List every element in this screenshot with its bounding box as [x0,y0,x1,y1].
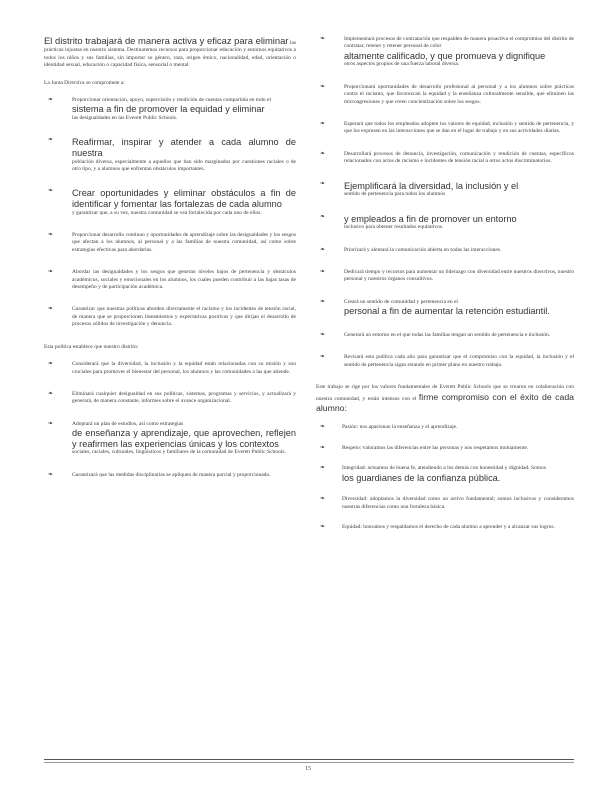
list-item-emphasis: y empleados a fin de promover un entorno [344,213,517,224]
list-item-text: Abordar las desigualdades y los sesgos que generan niveles bajos de pertenencia y obstáculos académicos, sociales y emocionales en los alumnos, los cuales pueden contribuir a las bajas tasas de desempeño y de participación académica. [72,269,296,291]
list-item-emphasis: personal a fin de aumentar la retención estudiantil. [344,306,550,317]
bullet-glyph: ❧ [320,444,326,451]
district-commitment-item [44,361,296,376]
list-item-text-continued: otros aspectos propios de una fuerza laboral diversa. [344,61,460,68]
bullet-glyph: ❧ [48,97,54,104]
values-list [316,424,574,531]
bullet-glyph: ❧ [48,137,54,144]
list-item-text: Pasión: nos apasionan la enseñanza y el aprendizaje. [342,424,458,431]
bullet-glyph: ❧ [48,361,54,368]
core-value-item [316,445,574,452]
list-item-text: Diversidad: adoptamos la diversidad como un activo fundamental; somos inclusivos y consideramos nuestras diferencias como una fortaleza básica. [342,496,574,510]
bullet-glyph: ❧ [320,36,326,42]
bullet-glyph: ❧ [48,188,54,195]
bullet-glyph: ❧ [320,150,326,157]
bullet-glyph: ❧ [320,465,326,472]
bullet-glyph: ❧ [48,306,54,313]
list-item-emphasis: de enseñanza y aprendizaje, que aprovechen, reflejen y reafirmen las experiencias únicas y los contextos [72,428,296,449]
list-item-emphasis: los guardianes de la confianza pública. [342,472,501,483]
list-item-text: Proporcionar desarrollo continuo y oportunidades de aprendizaje sobre las desigualdades y los sesgos que afectan a los alumnos, al personal y a las familias de nuestra comunidad, así como sobre estrategias efectivas para abordarlas. [72,232,296,253]
district-commitment-item [44,472,296,479]
list-item-text-continued: inclusivo para obtener resultados equitativos. [344,224,444,231]
district-commitment-item [316,121,574,136]
list-item-text: Garantizar que nuestras políticas aborden directamente el racismo y los incidentes de tensión racial, de manera que se proporcionen lineamientos y expectativas positivas y que dirijan el desarrollo de procesos sólidos de investigación y denuncia. [72,306,296,328]
bullet-glyph: ❧ [320,213,326,220]
list-item-text: Priorizará y alentará la comunicación abierta en todas las interacciones. [344,246,502,253]
list-item-text-continued: sentido de pertenencia para todos los alumnos [344,191,446,198]
district-commitment-item [316,151,574,166]
list-item-text-continued: sociales, raciales, culturales, lingüísticos y familiares de la comunidad de Everett Public Schools. [72,449,286,456]
bullet-glyph: ❧ [320,246,326,253]
district-commitment-item [316,36,574,69]
bullet-glyph: ❧ [320,424,326,431]
right-column [316,36,574,544]
bullet-glyph: ❧ [48,232,54,239]
core-value-item [316,496,574,511]
district-commitment-item [316,299,574,317]
bullet-glyph: ❧ [48,420,54,427]
list-item-emphasis: Reafirmar, inspirar y atender a cada alumno de nuestra [72,137,296,159]
bullet-glyph: ❧ [320,331,326,338]
board-commitment-item [44,188,296,217]
list-item-text: Eliminará cualquier desigualdad en sus políticas, sistemas, programas y servicios, y actualizará y generará, de manera constante, informes sobre el avance organizacional. [72,390,296,405]
list-item-text: Proporcionar orientación, apoyo, supervisión y rendición de cuentas compartida en todo el [72,97,272,104]
intro-lead: El distrito trabajará de manera activa y eficaz para eliminar [44,35,289,46]
values-intro [316,384,574,414]
intro-paragraph [44,36,296,70]
district-commitment-item [44,391,296,406]
footer-double-rule [44,759,574,763]
values-intro-emphasis: firme compromiso con el éxito de cada alumno: [316,391,575,413]
list-item-text: Dedicará tiempo y recursos para aumentar un liderazgo con diversidad entre nuestros directivos, nuestro personal y nuestros órganos consultivos. [344,269,574,283]
list-item-text: Proporcionará oportunidades de desarrollo profesional al personal y a los alumnos sobre prácticas contra el racismo, que favorezcan la equidad y la enseñanza culturalmente sensible, que eliminen las microagresiones y que creen concientización sobre los sesgos. [344,83,574,105]
bullet-glyph: ❧ [320,496,326,503]
bullet-glyph: ❧ [320,83,326,90]
list-item-text: Considerará que la diversidad, la inclusión y la equidad están relacionadas con su misión y son cruciales para promover el bienestar del personal, los alumnos y las comunidades a las que atiende. [72,361,296,375]
district-commitment-item [316,84,574,106]
board-commitment-item [44,232,296,254]
district-commitment-item [316,332,574,339]
list-item-text: Revisará esta política cada año para garantizar que el compromiso con la equidad, la inclusión y el sentido de pertenencia sigan estando en primer plano en nuestro trabajo. [344,354,574,368]
list-item-emphasis: altamente calificado, y que promueva y dignifique [344,50,546,61]
list-item-text-continued: y garantizar que, a su vez, nuestra comunidad se vea fortalecida por cada uno de ellos. [72,209,262,216]
bullet-glyph: ❧ [320,523,326,530]
bullet-glyph: ❧ [320,121,326,128]
bullet-glyph: ❧ [48,269,54,276]
board-commitment-item [44,97,296,122]
list-item-text: Implementará procesos de contratación que respalden de manera proactiva el compromiso del distrito de contratar, retener y retener personal de color [344,36,574,50]
list-item-text: Equidad: honramos y respaldamos el derecho de cada alumno a aprender y a alcanzar sus logros. [342,523,555,530]
list-item-emphasis: Crear oportunidades y eliminar obstáculos a fin de identificar y fomentar las fortalezas de cada alumno [72,188,296,210]
footer-rule [44,759,574,763]
list-item-text-continued: población diversa, especialmente a aquellos que han sido marginados por cuestiones raciales o de otro tipo, y a alumnos que enfrentan obstáculos importantes. [72,158,296,173]
bullet-glyph: ❧ [320,298,326,305]
list-item-emphasis: Ejemplificará la diversidad, la inclusión y el [344,180,519,191]
list-item-emphasis: sistema a fin de promover la equidad y eliminar [72,104,265,115]
district-commitment-item [316,181,574,199]
district-commitments-list [44,361,296,479]
board-commitment-item [44,306,296,328]
district-commitment-item [316,247,574,254]
bullet-glyph: ❧ [48,471,54,478]
list-item-text: Adoptará un plan de estudios, así como estrategias [72,420,184,427]
core-value-item [316,524,574,531]
list-item-text: Generará un entorno en el que todas las familias tengan un sentido de pertenencia e inclusión. [344,331,551,338]
bullet-glyph: ❧ [48,390,54,397]
left-column [44,36,296,494]
board-commitment-item [44,137,296,173]
list-item-text: Creará un sentido de comunidad y pertenencia en el [344,298,458,305]
district-commitment-item [316,269,574,284]
board-commitments-list [44,97,296,329]
district-commitment-item [44,421,296,457]
bullet-glyph: ❧ [320,269,326,276]
bullet-glyph: ❧ [320,354,326,361]
district-commitment-item [316,354,574,369]
board-commitment-item [44,269,296,291]
policy-intro: Esta política establece que nuestro distrito: [44,343,139,350]
district-commitment-item [316,214,574,232]
list-item-text: Integridad: actuamos de buena fe, atendiendo a los demás con honestidad y dignidad. Somos [342,465,546,472]
list-item-text: Desarrollará procesos de denuncia, investigación, comunicación y rendición de cuentas, específicos relacionados con actos de racismo e incidentes de tensión racial u otros actos discriminatorios. [344,150,574,165]
core-value-item [316,465,574,483]
intro-text: las prácticas injustas en nuestro sistema. Destinaremos recursos para proporcionar educación y entornos equitativos a todos los niños y sus familias, sin importar su género, raza, origen étnico, nacionalidad, edad, orientación o identidad sexual, educación o capacidad física, sensorial o mental. [44,40,296,69]
list-item-text-continued: las desigualdades en las Everett Public Schools. [72,115,178,122]
list-item-text: Respeto: valoramos las diferencias entre las personas y nos respetamos mutuamente. [342,444,529,451]
bullet-glyph: ❧ [320,180,326,187]
values-intro-text: Este trabajo se rige por los valores fundamentales de Everett Public Schools que se crearon en colaboración con nuestra comunidad, y están intensos con el [316,384,574,402]
page-number: 15 [305,766,311,772]
district-commitments-list-continued [316,36,574,369]
core-value-item [316,424,574,431]
list-item-text: Esperará que todos los empleados adopten los valores de equidad, inclusión y sentido de pertenencia, y que los expresen en las interacciones que se dan en el lugar de trabajo y en sus actividades diarias. [344,121,574,135]
board-intro: La Junta Directiva se compromete a: [44,79,125,86]
list-item-text: Garantizará que las medidas disciplinarias se apliquen de manera parcial y proporcionada. [72,471,271,478]
